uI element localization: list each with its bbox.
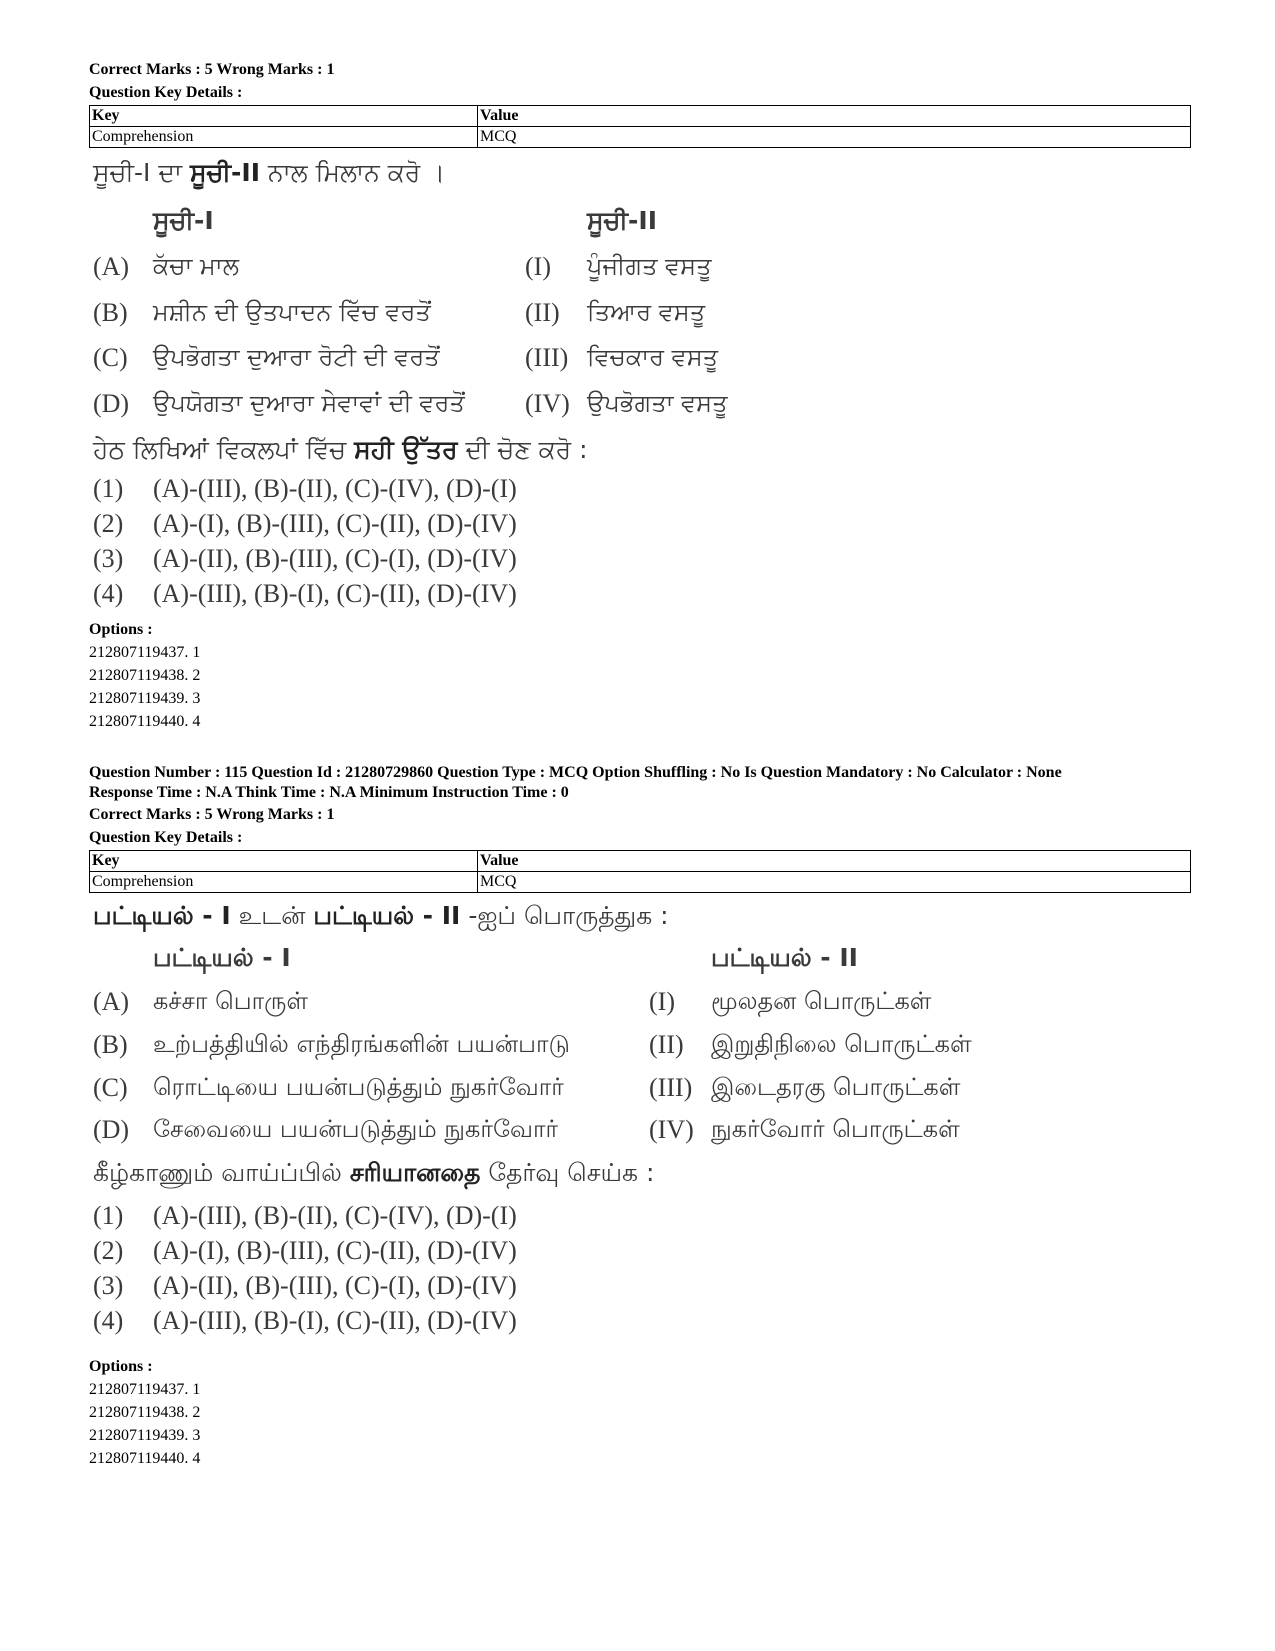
row-item: ਉਪਭੋਗਤਾ ਦੁਆਰਾ ਰੋਟੀ ਦੀ ਵਰਤੋਂ [153, 343, 440, 371]
choice-text: (A)-(I), (B)-(III), (C)-(II), (D)-(IV) [153, 509, 517, 538]
choice-number: (4) [93, 579, 124, 608]
choice-number: (4) [93, 1306, 124, 1335]
q1-list1-heading: ਸੂਚੀ-I [153, 206, 214, 235]
choice-text: (A)-(II), (B)-(III), (C)-(I), (D)-(IV) [153, 1271, 517, 1300]
q2-options-label: Options : [89, 1358, 153, 1375]
row-item: உற்பத்தியில் எந்திரங்களின் பயன்பாடு [153, 1030, 570, 1058]
row-item: கச்சா பொருள் [153, 987, 309, 1015]
choice-text: (A)-(II), (B)-(III), (C)-(I), (D)-(IV) [153, 544, 517, 573]
row-match: நுகர்வோர் பொருட்கள் [711, 1115, 960, 1143]
q2-list1-heading: பட்டியல் - I [153, 943, 291, 972]
row-label: (B) [93, 298, 128, 327]
value-header: Value [478, 106, 1191, 127]
row-match: இறுதிநிலை பொருட்கள் [711, 1030, 972, 1058]
option-line: 212807119440. 4 [89, 713, 201, 730]
q1-marks: Correct Marks : 5 Wrong Marks : 1 [89, 61, 335, 78]
value-header: Value [478, 851, 1191, 872]
choice-number: (2) [93, 1236, 124, 1265]
q1-instruction: ਹੇਠ ਲਿਖਿਆਂ ਵਿਕਲਪਾਂ ਵਿੱਚ ਸਹੀ ਉੱਤਰ ਦੀ ਚੋਣ ਕਰੋ : [93, 435, 588, 464]
row-label: (C) [93, 343, 128, 372]
q2-instruction: கீழ்காணும் வாய்ப்பில் சரியானதை தேர்வு செய்க : [93, 1158, 655, 1187]
document-page [89, 58, 1189, 1470]
option-line: 212807119437. 1 [89, 1381, 201, 1398]
option-line: 212807119439. 3 [89, 690, 201, 707]
choice-text: (A)-(III), (B)-(II), (C)-(IV), (D)-(I) [153, 474, 517, 503]
key-cell: Comprehension [90, 872, 478, 893]
table-header-row [90, 851, 1191, 872]
row-match: மூலதன பொருட்கள் [711, 987, 932, 1015]
choice-number: (3) [93, 1271, 124, 1300]
choice-number: (2) [93, 509, 124, 538]
choice-number: (1) [93, 474, 124, 503]
key-header: Key [90, 106, 478, 127]
choice-text: (A)-(III), (B)-(I), (C)-(II), (D)-(IV) [153, 1306, 517, 1335]
row-item: ਉਪਯੋਗਤਾ ਦੁਆਰਾ ਸੇਵਾਵਾਂ ਦੀ ਵਰਤੋਂ [153, 389, 465, 417]
row-roman: (II) [649, 1030, 684, 1059]
q2-header-line1: Question Number : 115 Question Id : 21280729860 Question Type : MCQ Option Shuffling : No Is Question Mandatory : No Calculator : None [89, 764, 1062, 781]
row-roman: (I) [525, 252, 551, 281]
row-roman: (III) [649, 1073, 693, 1102]
row-label: (D) [93, 1115, 130, 1144]
row-match: ਉਪਭੋਗਤਾ ਵਸਤੂ [587, 389, 728, 417]
row-roman: (IV) [649, 1115, 694, 1144]
option-line: 212807119437. 1 [89, 644, 201, 661]
value-cell: MCQ [478, 127, 1191, 148]
key-cell: Comprehension [90, 127, 478, 148]
row-label: (C) [93, 1073, 128, 1102]
row-item: ਮਸ਼ੀਨ ਦੀ ਉਤਪਾਦਨ ਵਿੱਚ ਵਰਤੋਂ [153, 298, 431, 326]
q2-key-details-label: Question Key Details : [89, 829, 243, 846]
q2-header-line2: Response Time : N.A Think Time : N.A Minimum Instruction Time : 0 [89, 784, 569, 801]
row-match: ਵਿਚਕਾਰ ਵਸਤੂ [587, 343, 719, 371]
q2-marks: Correct Marks : 5 Wrong Marks : 1 [89, 806, 335, 823]
table-row [90, 127, 1191, 148]
row-roman: (II) [525, 298, 560, 327]
q2-question-image [89, 893, 1189, 1355]
q1-options-label: Options : [89, 621, 153, 638]
row-roman: (IV) [525, 389, 570, 418]
q1-list2-heading: ਸੂਚੀ-II [587, 206, 658, 235]
option-line: 212807119439. 3 [89, 1427, 201, 1444]
row-match: ਪੂੰਜੀਗਤ ਵਸਤੂ [587, 252, 712, 280]
choice-text: (A)-(III), (B)-(I), (C)-(II), (D)-(IV) [153, 579, 517, 608]
q1-key-details-label: Question Key Details : [89, 84, 243, 101]
row-roman: (III) [525, 343, 569, 372]
row-label: (B) [93, 1030, 128, 1059]
choice-number: (1) [93, 1201, 124, 1230]
row-item: சேவையை பயன்படுத்தும் நுகர்வோர் [153, 1115, 559, 1143]
row-label: (A) [93, 252, 130, 281]
q2-key-table [89, 850, 1191, 893]
q1-question-title: ਸੂਚੀ-I ਦਾ ਸੂਚੀ-II ਨਾਲ ਮਿਲਾਨ ਕਰੋ । [93, 158, 446, 187]
q1-question-image [89, 148, 1189, 618]
q2-question-title: பட்டியல் - I உடன் பட்டியல் - II -ஐப் பொருத்துக : [93, 901, 669, 930]
option-line: 212807119438. 2 [89, 1404, 201, 1421]
table-row [90, 872, 1191, 893]
row-match: ਤਿਆਰ ਵਸਤੂ [587, 298, 706, 326]
table-header-row [90, 106, 1191, 127]
option-line: 212807119438. 2 [89, 667, 201, 684]
key-header: Key [90, 851, 478, 872]
value-cell: MCQ [478, 872, 1191, 893]
choice-text: (A)-(III), (B)-(II), (C)-(IV), (D)-(I) [153, 1201, 517, 1230]
q2-list2-heading: பட்டியல் - II [711, 943, 858, 972]
option-line: 212807119440. 4 [89, 1450, 201, 1467]
row-item: ரொட்டியை பயன்படுத்தும் நுகர்வோர் [153, 1073, 564, 1101]
row-roman: (I) [649, 987, 675, 1016]
choice-number: (3) [93, 544, 124, 573]
choice-text: (A)-(I), (B)-(III), (C)-(II), (D)-(IV) [153, 1236, 517, 1265]
row-label: (D) [93, 389, 130, 418]
q1-key-table [89, 105, 1191, 148]
row-item: ਕੱਚਾ ਮਾਲ [153, 252, 239, 280]
row-match: இடைதரகு பொருட்கள் [711, 1073, 961, 1101]
row-label: (A) [93, 987, 130, 1016]
